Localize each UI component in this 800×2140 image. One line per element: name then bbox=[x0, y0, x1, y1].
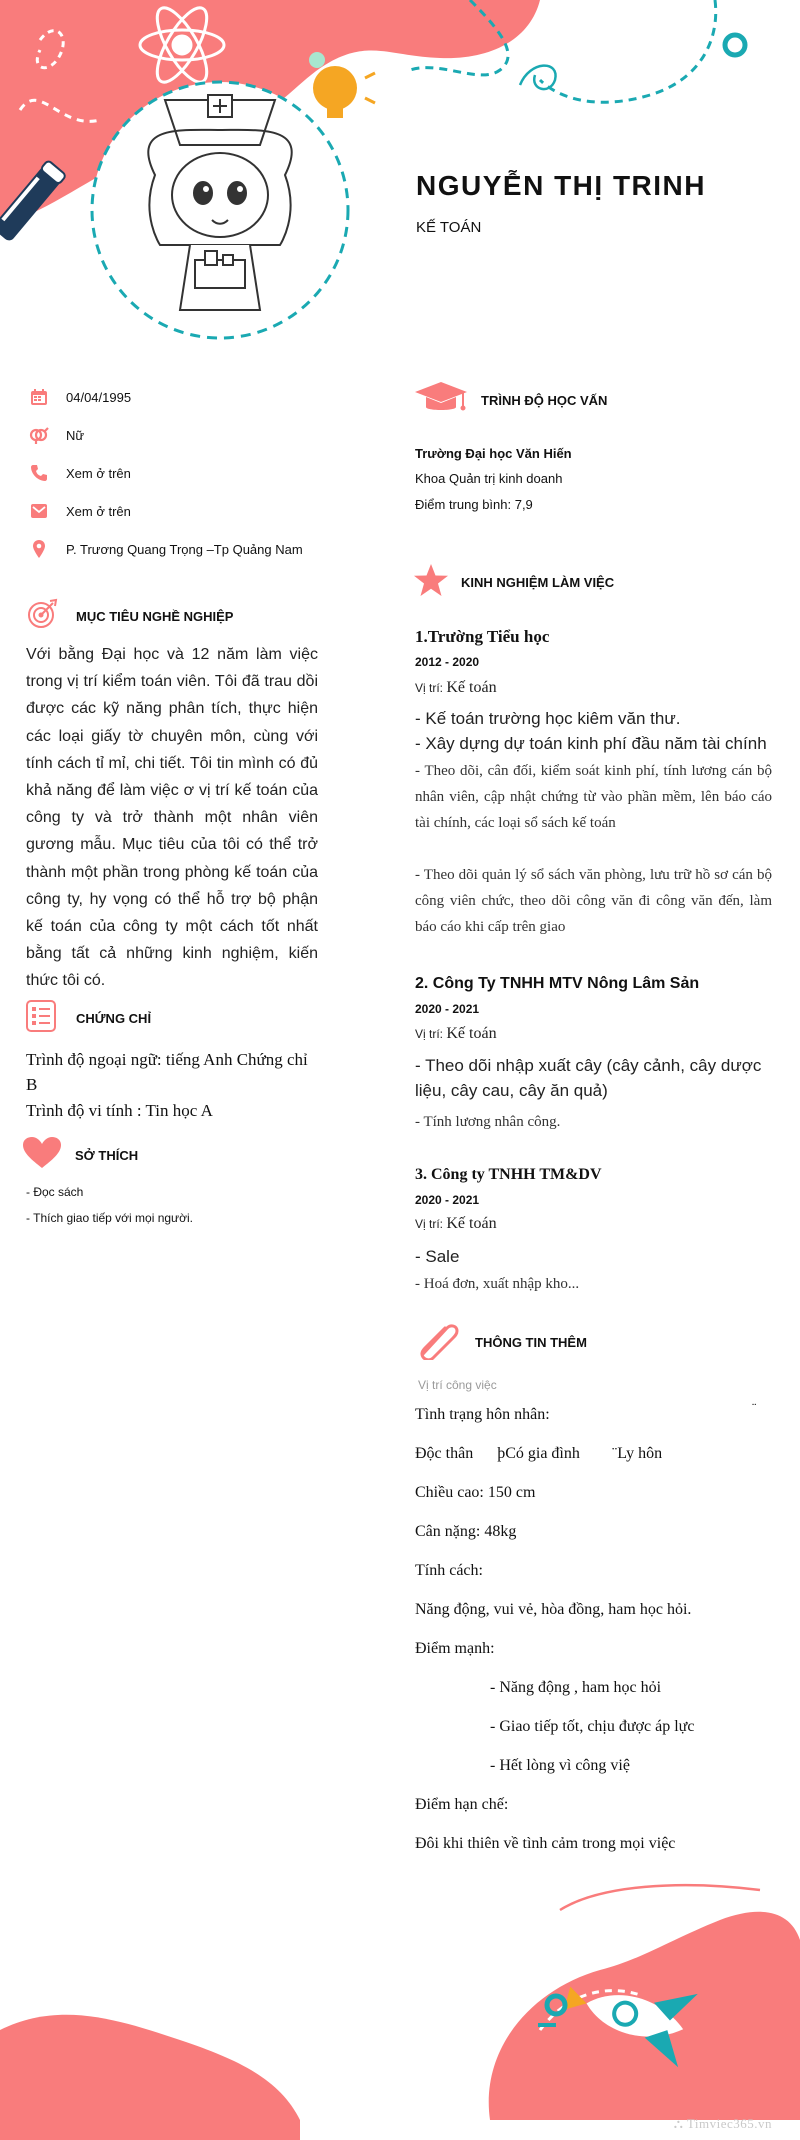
phone-value: Xem ở trên bbox=[66, 465, 131, 481]
marital-mark: ¨ bbox=[752, 1400, 757, 1415]
objective-text: Với bằng Đại học và 12 năm làm việc trong vị trí kiểm toán viên. Tôi đã trau dồi được các kỹ năng phân tích, thực hiện các loại giấy tờ chuyên môn, cùng với tính cách tỉ mỉ, chi tiết. Tôi tin mình có đủ khả năng để làm việc ơ vị trí kế toán của công ty và trở thành một nhân viên gương mẫu. Mục tiêu của tôi có thể trở thành một phần trong phòng kế toán của công ty, hy vọng có thể hỗ trợ bộ phận kế toán của công ty một cách tốt nhất bằng tất cả những kinh nghiệm, kiến thức tôi có. bbox=[26, 646, 318, 990]
hobbies-title: SỞ THÍCH bbox=[75, 1148, 139, 1163]
email-value: Xem ở trên bbox=[66, 503, 131, 519]
faculty-name: Khoa Quản trị kinh doanh bbox=[415, 471, 563, 486]
paperclip-icon bbox=[415, 1320, 461, 1365]
strength-item: - Năng động , ham học hỏi bbox=[490, 1679, 662, 1696]
job-period: 2020 - 2021 bbox=[415, 1002, 480, 1016]
experience-title: KINH NGHIỆM LÀM VIỆC bbox=[461, 575, 615, 590]
watermark: ⛬ Timviec365.vn bbox=[673, 2116, 772, 2131]
cert-language: Trình độ ngoại ngữ: tiếng Anh Chứng chỉ B bbox=[26, 1050, 308, 1094]
gender-value: Nữ bbox=[66, 427, 85, 443]
certificates-header bbox=[26, 1000, 151, 1037]
personality-label: Tính cách: bbox=[415, 1562, 483, 1579]
strength-item: - Hết lòng vì công việ bbox=[490, 1757, 630, 1774]
experience-header bbox=[413, 563, 614, 602]
strengths-label: Điểm mạnh: bbox=[415, 1640, 495, 1657]
marital-options: Độc thân þCó gia đình ¨Ly hôn bbox=[415, 1445, 663, 1462]
hobby-item: - Thích giao tiếp với mọi người. bbox=[26, 1211, 193, 1225]
position-label: Vị trí: bbox=[415, 1027, 444, 1041]
position-value: Kế toán bbox=[446, 1025, 497, 1042]
candidate-role: KẾ TOÁN bbox=[416, 219, 482, 236]
contact-phone bbox=[28, 460, 131, 486]
email-icon bbox=[28, 500, 50, 522]
checklist-icon bbox=[26, 1000, 56, 1037]
extra-header bbox=[415, 1320, 587, 1365]
gender-icon bbox=[28, 424, 50, 446]
job-position bbox=[415, 1215, 497, 1233]
weakness-text: Đôi khi thiên về tình cảm trong mọi việc bbox=[415, 1835, 676, 1852]
position-label: Vị trí: bbox=[415, 681, 444, 695]
hobbies-header bbox=[22, 1136, 138, 1175]
hobby-item: - Đọc sách bbox=[26, 1185, 84, 1199]
objective-header bbox=[26, 598, 233, 635]
position-label: Vị trí: bbox=[415, 1217, 444, 1231]
objective-title: MỤC TIÊU NGHỀ NGHIỆP bbox=[76, 609, 234, 624]
contact-address bbox=[28, 536, 303, 562]
height: Chiều cao: 150 cm bbox=[415, 1484, 536, 1501]
job-period: 2012 - 2020 bbox=[415, 655, 480, 669]
strength-item: - Giao tiếp tốt, chịu được áp lực bbox=[490, 1718, 695, 1735]
phone-icon bbox=[28, 462, 50, 484]
job-company: 3. Công ty TNHH TM&DV bbox=[415, 1166, 602, 1183]
star-icon bbox=[413, 563, 449, 602]
job-duty: - Theo dõi quản lý sổ sách văn phòng, lưu trữ hồ sơ cán bộ công viên chức, theo dõi công văn đi công văn đến, làm báo cáo khi cấp trên giao bbox=[415, 867, 772, 935]
location-pin-icon bbox=[28, 538, 50, 560]
footer-decoration bbox=[0, 1880, 800, 2140]
graduation-cap-icon bbox=[413, 380, 469, 421]
heart-icon bbox=[22, 1136, 62, 1175]
job-company: 2. Công Ty TNHH MTV Nông Lâm Sản bbox=[415, 975, 700, 992]
target-icon bbox=[26, 598, 58, 635]
education-title: TRÌNH ĐỘ HỌC VẤN bbox=[481, 393, 608, 408]
job-position bbox=[415, 1025, 497, 1043]
personality-text: Năng động, vui vẻ, hòa đồng, ham học hỏi. bbox=[415, 1601, 692, 1618]
weight: Cân nặng: 48kg bbox=[415, 1523, 517, 1540]
education-header bbox=[413, 380, 607, 421]
gpa: Điểm trung bình: 7,9 bbox=[415, 497, 533, 512]
address-value: P. Trương Quang Trọng –Tp Quảng Nam bbox=[66, 541, 303, 557]
certificates-title: CHỨNG CHỈ bbox=[76, 1011, 152, 1026]
job-duty: - Tính lương nhân công. bbox=[415, 1114, 561, 1130]
contact-dob bbox=[28, 384, 131, 410]
candidate-name: NGUYỄN THỊ TRINH bbox=[416, 170, 706, 201]
job-duty: - Hoá đơn, xuất nhập kho... bbox=[415, 1276, 580, 1292]
dob-value: 04/04/1995 bbox=[66, 389, 132, 405]
job-position-placeholder: Vị trí công việc bbox=[418, 1378, 497, 1392]
marital-label: Tình trạng hôn nhân: bbox=[415, 1406, 550, 1423]
job-company: 1.Trường Tiểu học bbox=[415, 627, 550, 646]
position-value: Kế toán bbox=[446, 679, 497, 696]
contact-email bbox=[28, 498, 131, 524]
job-duty: - Xây dựng dự toán kinh phí đầu năm tài chính bbox=[415, 734, 767, 753]
school-name: Trường Đại học Văn Hiến bbox=[415, 446, 572, 461]
position-value: Kế toán bbox=[446, 1215, 497, 1232]
contact-gender bbox=[28, 422, 84, 448]
job-duty: - Theo dõi, cân đối, kiểm soát kinh phí, tính lương cán bộ nhân viên, cập nhật chứng từ vào phần mềm, lên báo cáo tài chính, các loại sổ sách kế toán bbox=[415, 763, 772, 831]
job-duty: - Theo dõi nhập xuất cây (cây cảnh, cây dược liệu, cây cau, cây ăn quả) bbox=[415, 1056, 762, 1100]
job-duty: - Sale bbox=[415, 1247, 460, 1266]
extra-title: THÔNG TIN THÊM bbox=[475, 1335, 587, 1350]
cert-computer: Trình độ vi tính : Tin học A bbox=[26, 1101, 213, 1120]
job-period: 2020 - 2021 bbox=[415, 1193, 480, 1207]
weakness-label: Điểm hạn chế: bbox=[415, 1796, 509, 1813]
job-position bbox=[415, 679, 497, 697]
job-duty: - Kế toán trường học kiêm văn thư. bbox=[415, 709, 681, 728]
calendar-icon bbox=[28, 386, 50, 408]
